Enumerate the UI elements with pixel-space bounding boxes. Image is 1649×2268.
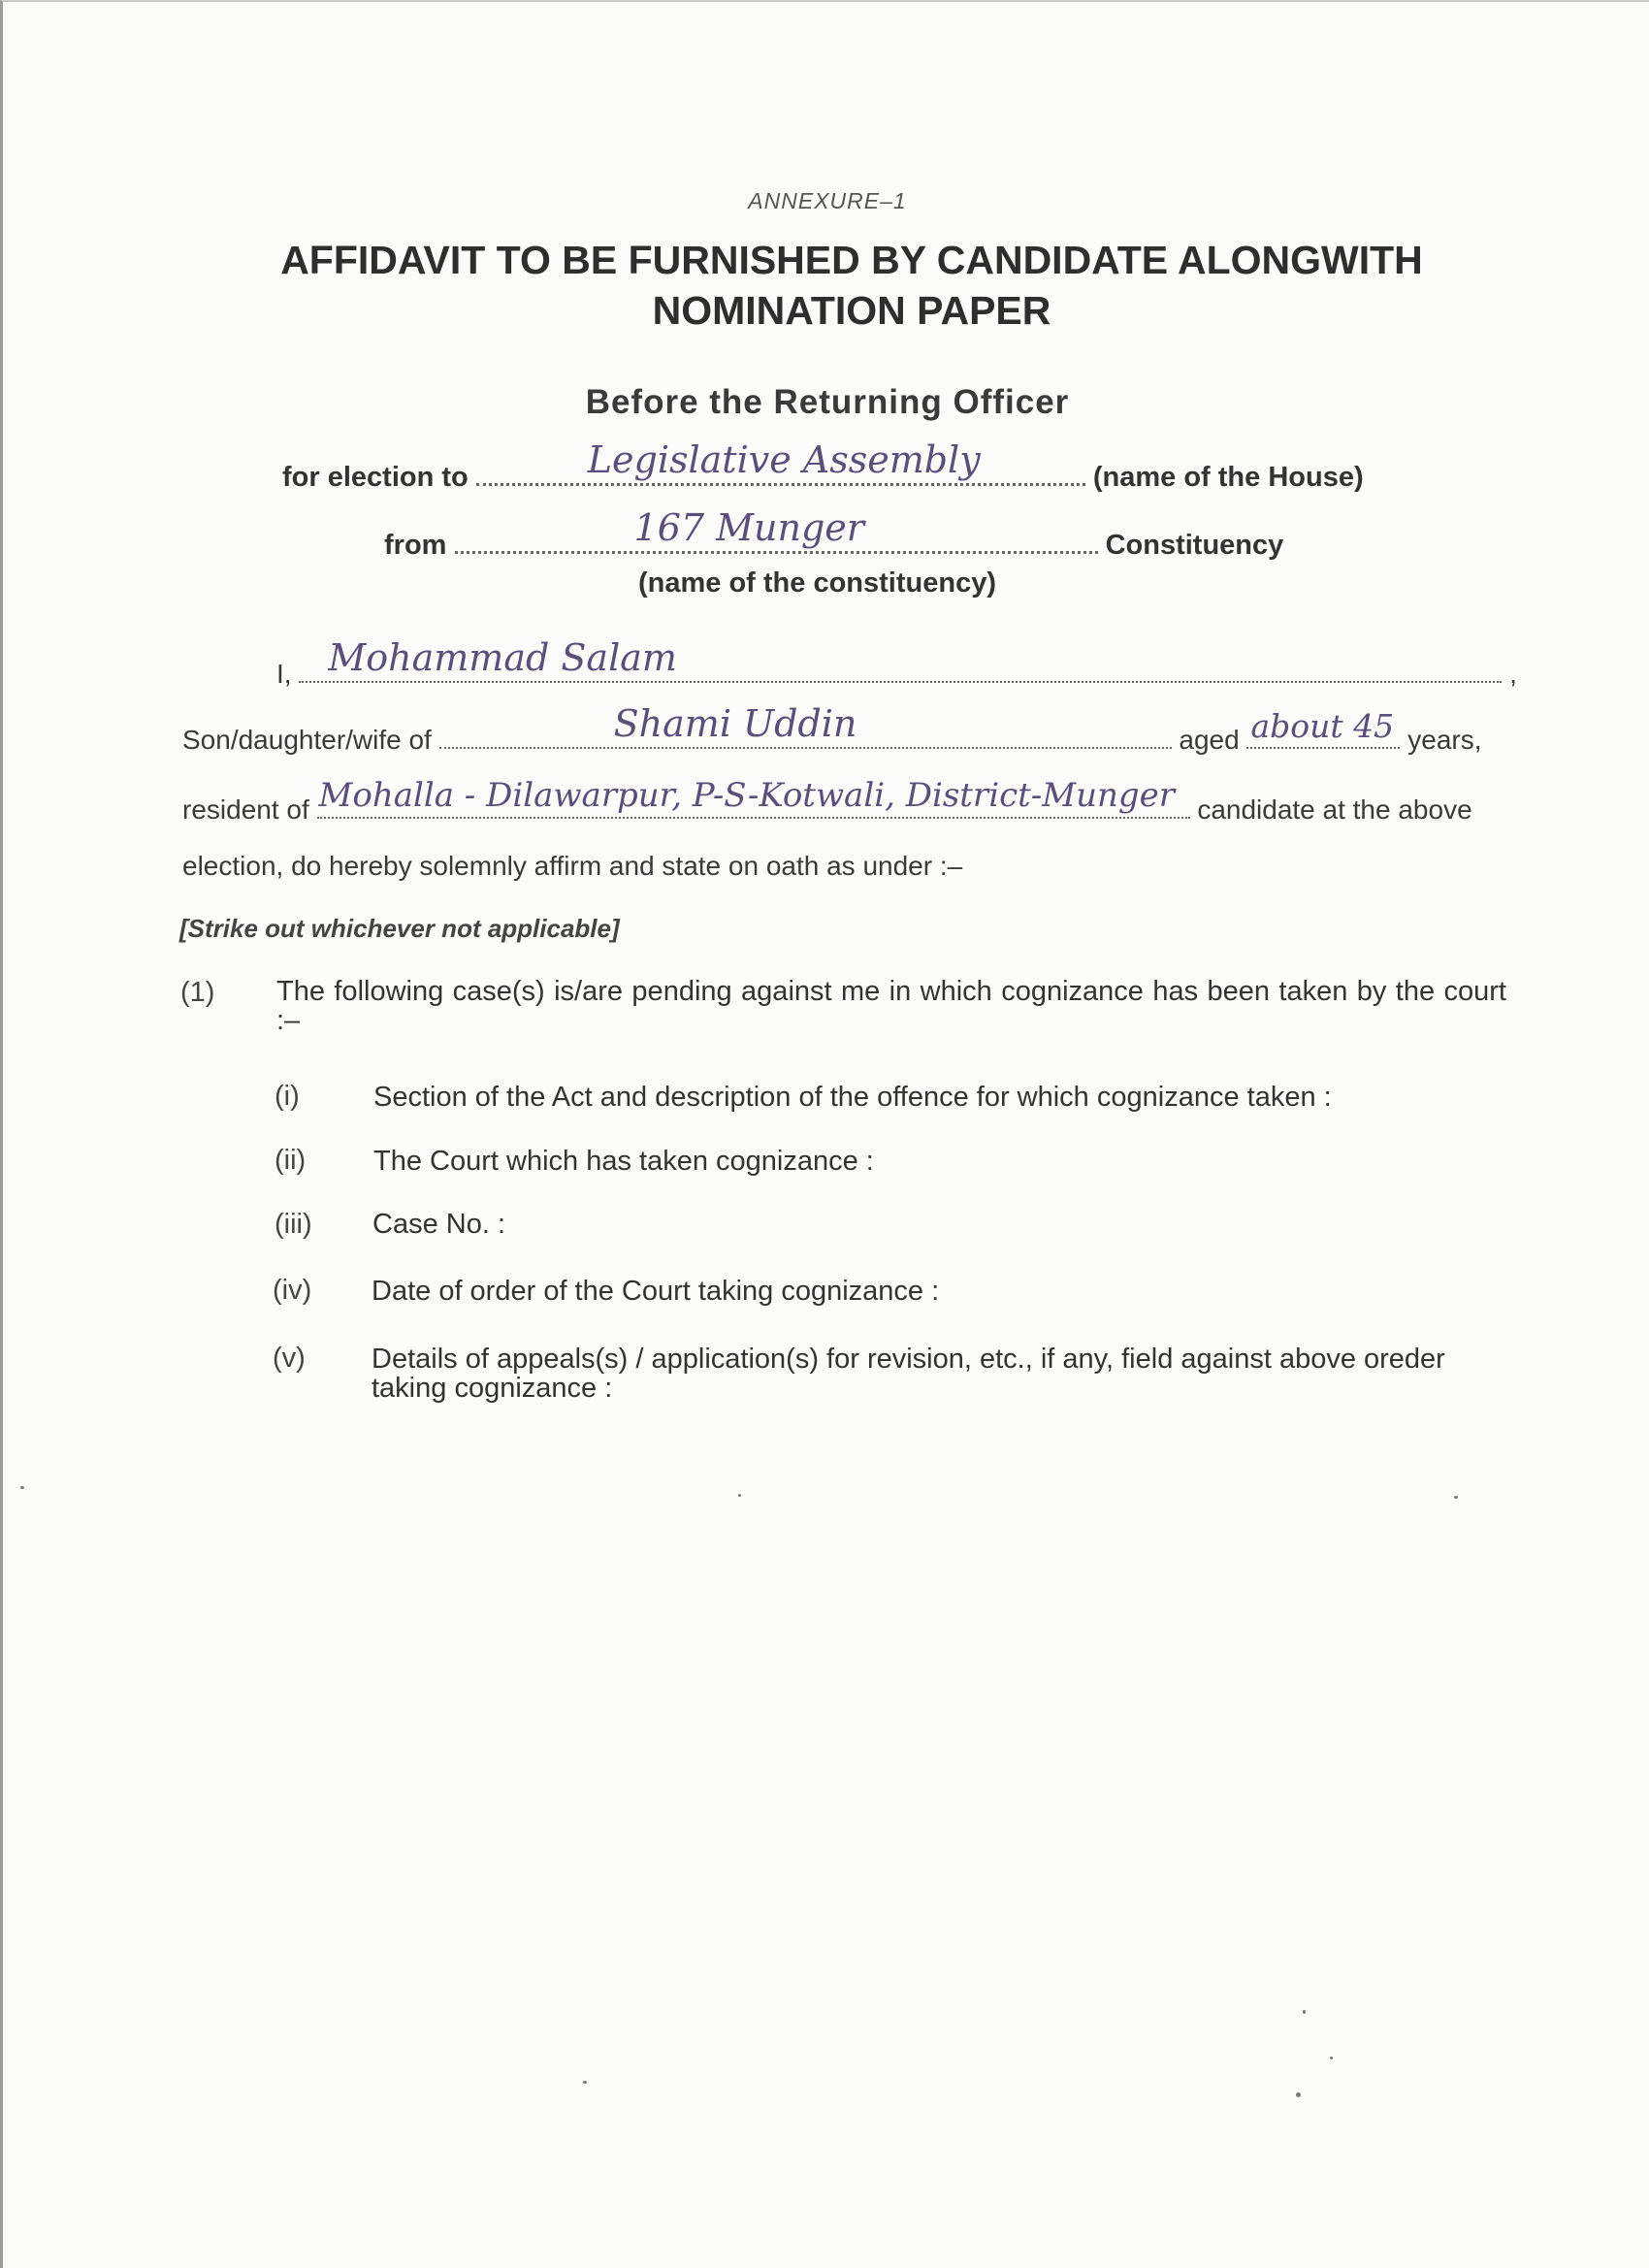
residence-label: resident of (182, 794, 309, 825)
strike-out-note: [Strike out whichever not applicable] (179, 914, 620, 943)
constituency-row (384, 506, 1284, 562)
item-ii-label: (ii) (275, 1145, 307, 1176)
scan-speck (1454, 1496, 1458, 1499)
years-label: years, (1407, 725, 1482, 755)
constituency-suffix: Constituency (1105, 530, 1284, 561)
annexure-label: ANNEXURE–1 (748, 188, 907, 213)
item-i-label: (i) (275, 1081, 300, 1112)
election-row (282, 438, 1364, 494)
scan-speck (583, 2081, 587, 2084)
title-line-2: NOMINATION PAPER (652, 288, 1051, 333)
relation-field (439, 702, 1172, 749)
candidate-comma: , (1509, 659, 1517, 689)
item-v-text: Details of appeals(s) / application(s) for revision, etc., if any, field against above oreder taking cognizance : (372, 1344, 1445, 1404)
election-label: for election to (282, 462, 469, 493)
scan-speck (1296, 2092, 1301, 2097)
residence-field (317, 776, 1190, 819)
section-1-text: The following case(s) is/are pending against me in which cognizance has been taken by the court :– (276, 976, 1506, 1036)
returning-officer-heading: Before the Returning Officer (585, 383, 1070, 421)
section-1-number: (1) (180, 977, 215, 1008)
residence-row (182, 776, 1472, 826)
scan-speck (1330, 2057, 1333, 2059)
constituency-field (455, 506, 1098, 554)
relation-value: Shami Uddin (613, 702, 857, 745)
item-iii-label: (iii) (275, 1209, 312, 1240)
residence-value: Mohalla - Dilawarpur, P-S-Kotwali, District-Munger (318, 776, 1176, 815)
item-ii-text: The Court which has taken cognizance : (373, 1146, 874, 1177)
election-suffix: (name of the House) (1092, 462, 1364, 493)
candidate-row (276, 636, 1517, 690)
constituency-note: (name of the constituency) (638, 567, 996, 599)
constituency-label: from (384, 530, 447, 561)
title-line-1: AFFIDAVIT TO BE FURNISHED BY CANDIDATE ALONGWITH (280, 238, 1423, 282)
item-iv-label: (iv) (273, 1275, 312, 1306)
relation-row (182, 702, 1482, 756)
candidate-prefix: I, (276, 659, 292, 689)
residence-suffix: candidate at the above (1197, 794, 1472, 825)
aged-label: aged (1179, 725, 1240, 755)
constituency-value: 167 Munger (633, 506, 864, 549)
relation-label: Son/daughter/wife of (182, 725, 432, 755)
item-v-label: (v) (273, 1343, 306, 1374)
scan-speck (20, 1486, 24, 1489)
candidate-name: Mohammad Salam (328, 636, 677, 679)
item-iv-text: Date of order of the Court taking cognizance : (372, 1276, 940, 1307)
document-title (148, 235, 1555, 336)
age-field (1246, 707, 1400, 749)
election-field (476, 438, 1085, 486)
item-iii-text: Case No. : (372, 1209, 505, 1240)
election-value: Legislative Assembly (587, 438, 981, 481)
age-value: about 45 (1250, 707, 1395, 745)
oath-statement: election, do hereby solemnly affirm and state on oath as under :– (182, 851, 963, 881)
scan-speck (1303, 2010, 1306, 2014)
candidate-name-field (299, 636, 1502, 683)
item-i-text: Section of the Act and description of the offence for which cognizance taken : (373, 1082, 1332, 1113)
scan-speck (738, 1494, 741, 1497)
